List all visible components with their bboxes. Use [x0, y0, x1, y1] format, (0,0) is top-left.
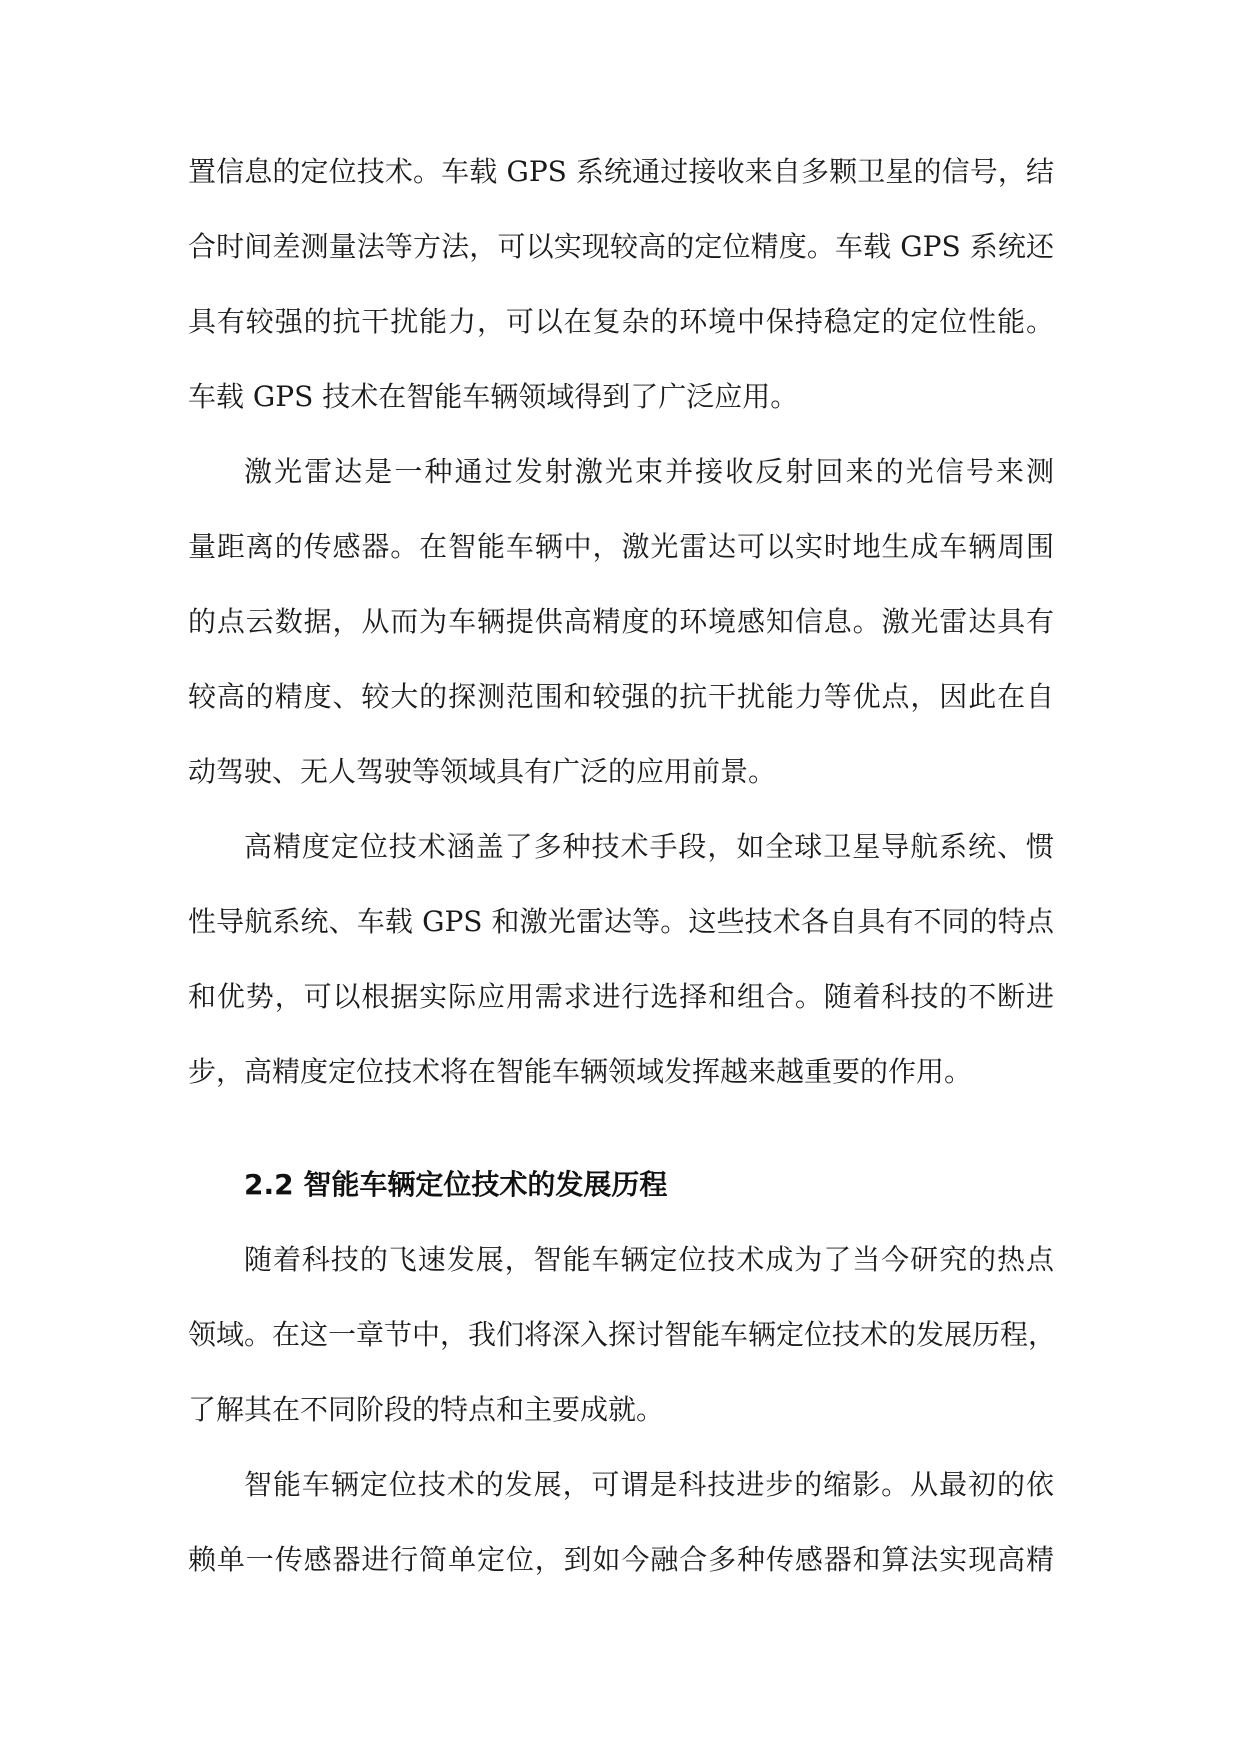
text-line: 和优势，可以根据实际应用需求进行选择和组合。随着科技的不断进 — [188, 980, 1054, 1013]
text-line: 置信息的定位技术。车载 GPS 系统通过接收来自多颗卫星的信号，结 — [188, 155, 1054, 188]
section-heading: 2.2 智能车辆定位技术的发展历程 — [244, 1168, 668, 1201]
text-line: 智能车辆定位技术的发展，可谓是科技进步的缩影。从最初的依 — [244, 1468, 1054, 1501]
paragraph-development-history — [188, 1455, 1054, 1605]
text-line: 动驾驶、无人驾驶等领域具有广泛的应用前景。 — [188, 755, 777, 788]
text-line: 了解其在不同阶段的特点和主要成就。 — [188, 1393, 665, 1426]
paragraph-development-intro — [188, 1230, 1057, 1455]
paragraph-high-precision — [188, 817, 1054, 1117]
text-line: 具有较强的抗干扰能力，可以在复杂的环境中保持稳定的定位性能。 — [188, 305, 1054, 338]
text-line: 步，高精度定位技术将在智能车辆领域发挥越来越重要的作用。 — [188, 1055, 973, 1088]
text-line: 随着科技的飞速发展，智能车辆定位技术成为了当今研究的热点 — [244, 1243, 1054, 1276]
text-line: 赖单一传感器进行简单定位，到如今融合多种传感器和算法实现高精 — [188, 1543, 1054, 1576]
text-line: 较高的精度、较大的探测范围和较强的抗干扰能力等优点，因此在自 — [188, 680, 1054, 713]
text-line: 激光雷达是一种通过发射激光束并接收反射回来的光信号来测 — [244, 455, 1054, 488]
paragraph-gps — [188, 142, 1054, 442]
text-line: 合时间差测量法等方法，可以实现较高的定位精度。车载 GPS 系统还 — [188, 230, 1054, 263]
text-line: 领域。在这一章节中，我们将深入探讨智能车辆定位技术的发展历程， — [188, 1318, 1057, 1351]
text-line: 车载 GPS 技术在智能车辆领域得到了广泛应用。 — [188, 380, 799, 413]
text-line: 量距离的传感器。在智能车辆中，激光雷达可以实时地生成车辆周围 — [188, 530, 1054, 563]
text-line: 性导航系统、车载 GPS 和激光雷达等。这些技术各自具有不同的特点 — [188, 905, 1054, 938]
paragraph-lidar — [188, 442, 1054, 817]
text-line: 高精度定位技术涵盖了多种技术手段，如全球卫星导航系统、惯 — [244, 830, 1054, 863]
document-body — [188, 142, 1057, 1605]
text-line: 的点云数据，从而为车辆提供高精度的环境感知信息。激光雷达具有 — [188, 605, 1054, 638]
